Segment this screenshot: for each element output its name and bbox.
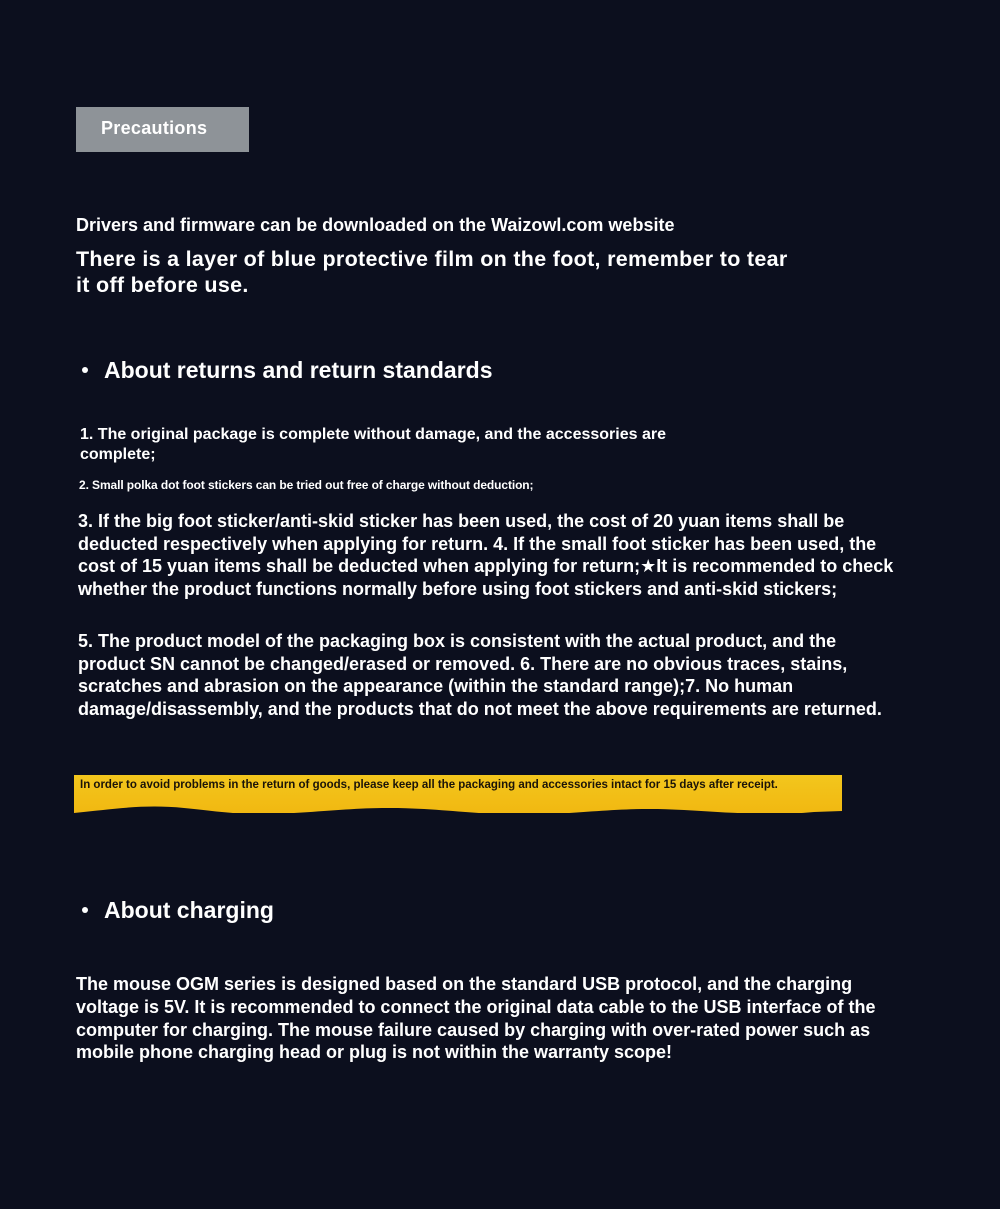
returns-item-5: 5. The product model of the packaging box is consistent with the actual product, and the product SN cannot be changed/erased or removed. 6. There are no obvious traces, stains, scratches and abrasion on the appearance (within the standard range);7. No human damage/disassembly, and the products that do not meet the above requirements are returned.	[78, 631, 882, 719]
charging-description: The mouse OGM series is designed based on the standard USB protocol, and the charging voltage is 5V. It is recommended to connect the original data cable to the USB interface of the computer for charging. The mouse failure caused by charging with over-rated power such as mobile phone charging head or plug is not within the warranty scope!	[76, 974, 876, 1063]
returns-item-3: 3. If the big foot sticker/anti-skid sticker has been used, the cost of 20 yuan items shall be deducted respectively when applying for return. 4. If the small foot sticker has been used, the cost of 15 yuan items shall be deducted when applying for return;★It is recommended to check whether the product functions normally before using foot stickers and anti-skid stickers;	[78, 511, 894, 599]
returns-item-1: 1. The original package is complete without damage, and the accessories are complete;	[80, 426, 666, 463]
returns-section-heading	[76, 356, 492, 384]
charging-section-heading	[76, 896, 274, 924]
returns-item-2: 2. Small polka dot foot stickers can be tried out free of charge without deduction;	[79, 478, 534, 492]
bullet-dot-icon	[82, 367, 88, 373]
drivers-download-note: Drivers and firmware can be downloaded on the Waizowl.com website	[76, 215, 675, 235]
return-notice-text: In order to avoid problems in the return of goods, please keep all the packaging and accessories intact for 15 days after receipt.	[80, 779, 778, 791]
returns-heading-text: About returns and return standards	[104, 357, 493, 383]
bullet-dot-icon	[82, 907, 88, 913]
protective-film-note: There is a layer of blue protective film on the foot, remember to tear it off before use.	[76, 247, 788, 297]
precautions-badge: Precautions	[76, 107, 249, 152]
charging-heading-text: About charging	[104, 897, 274, 923]
torn-edge-decoration	[74, 800, 842, 820]
